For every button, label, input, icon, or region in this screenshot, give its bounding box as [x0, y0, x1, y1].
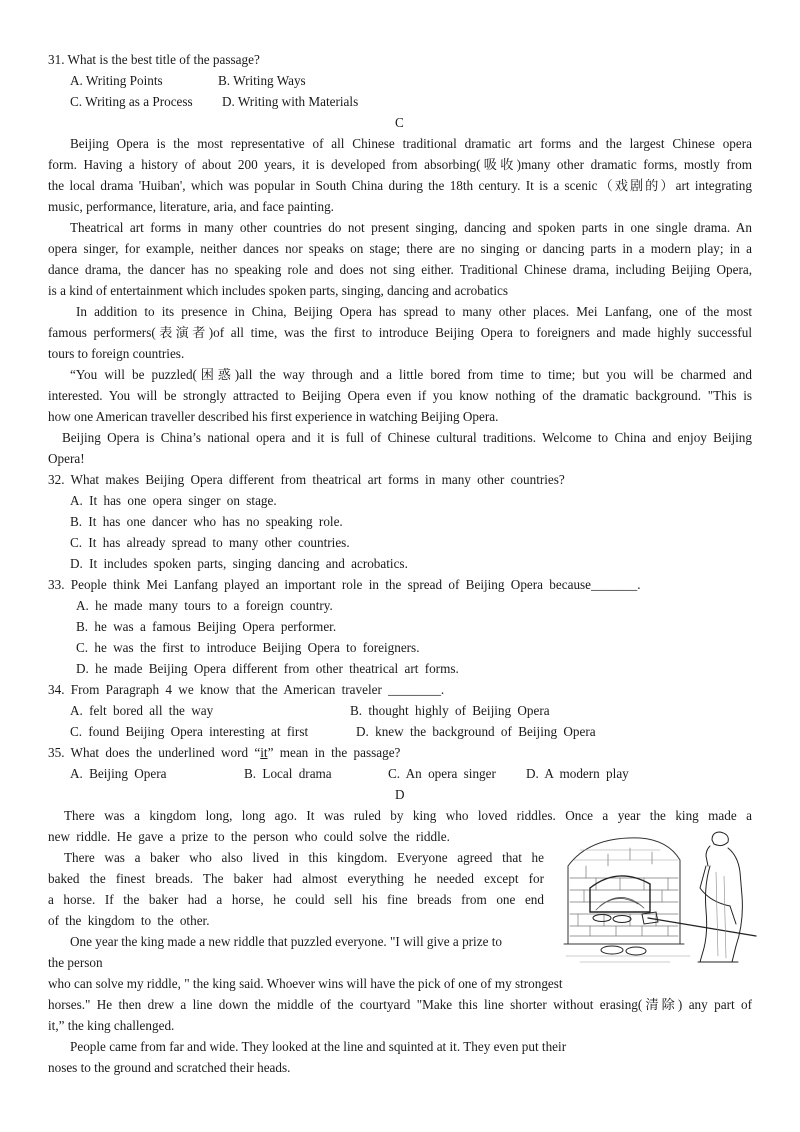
- q33-option-a: A. he made many tours to a foreign country.: [76, 598, 333, 613]
- q33-option-d: D. he made Beijing Opera different from other theatrical art forms.: [76, 661, 459, 676]
- q31-option-d: D. Writing with Materials: [222, 94, 359, 109]
- q33-option-b: B. he was a famous Beijing Opera performer.: [76, 619, 337, 634]
- section-d-heading: D: [395, 787, 405, 802]
- q34-option-b: B. thought highly of Beijing Opera: [350, 703, 550, 718]
- passage-c-p2-line: opera singer, for example, neither dances nor speaks on stage; there are no singing or dancing parts in a modern play; in a: [48, 241, 752, 256]
- passage-c-p3-line: tours to foreign countries.: [48, 346, 185, 361]
- q31-option-a: A. Writing Points: [70, 73, 163, 88]
- q35-stem: [48, 745, 400, 761]
- q34-option-d: D. knew the background of Beijing Opera: [356, 724, 596, 739]
- q35-option-a: A. Beijing Opera: [70, 766, 167, 781]
- q34-stem: 34. From Paragraph 4 we know that the American traveler ________.: [48, 682, 445, 697]
- passage-c-p2-line: is a kind of entertainment which includes spoken parts, singing, dancing and acrobatics: [48, 283, 508, 298]
- baker-oven-illustration: [560, 826, 760, 968]
- passage-c-p1-line: Beijing Opera is the most representative of all Chinese traditional dramatic art forms and the largest Chinese opera: [70, 136, 752, 151]
- q35-underlined-word: it: [260, 745, 268, 760]
- passage-d-p3-line: the person: [48, 955, 103, 970]
- passage-d-p1-line: There was a kingdom long, long ago. It was ruled by king who loved riddles. Once a year the king made a: [64, 808, 752, 823]
- q35-stem-after: ” mean in the passage?: [267, 745, 401, 760]
- q35-stem-before: 35. What does the underlined word “: [48, 745, 261, 760]
- passage-c-p5-line: Opera!: [48, 451, 85, 466]
- passage-c-p2-line: Theatrical art forms in many other countries do not present singing, dancing and spoken parts in one single drama. An: [70, 220, 752, 235]
- q35-option-d: D. A modern play: [526, 766, 629, 781]
- q32-option-a: A. It has one opera singer on stage.: [70, 493, 277, 508]
- section-c-heading: C: [395, 115, 404, 130]
- passage-c-p3-line: In addition to its presence in China, Beijing Opera has spread to many other places. Mei Lanfang, one of the most: [76, 304, 752, 319]
- passage-d-p2-line: of the kingdom to the other.: [48, 913, 210, 928]
- q33-option-c: C. he was the first to introduce Beijing Opera to foreigners.: [76, 640, 420, 655]
- passage-d-p1-line: new riddle. He gave a prize to the person who could solve the riddle.: [48, 829, 450, 844]
- passage-c-p2-line: dance drama, the dancer has no speaking role and does not sing either. Traditional Chinese drama, including Beijing Opera,: [48, 262, 752, 277]
- passage-d-p2-line: baked the finest breads. The baker had almost everything he needed except for: [48, 871, 544, 886]
- q32-option-c: C. It has already spread to many other countries.: [70, 535, 350, 550]
- q32-stem: 32. What makes Beijing Opera different from theatrical art forms in many other countries?: [48, 472, 565, 487]
- passage-c-p4-line: interested. You will be strongly attracted to Beijing Opera even if you know nothing of the dramatic background. "This is: [48, 388, 752, 403]
- q33-stem: 33. People think Mei Lanfang played an important role in the spread of Beijing Opera because_______.: [48, 577, 641, 592]
- passage-c-p4-line: how one American traveller described his first experience in watching Beijing Opera.: [48, 409, 499, 424]
- q31-stem: 31. What is the best title of the passage?: [48, 52, 260, 67]
- passage-c-p1-line: form. Having a history of about 200 years, it is developed from absorbing(吸收)many other dramatic forms, mostly from: [48, 157, 752, 172]
- passage-d-p3-line: horses." He then drew a line down the middle of the courtyard "Make this line shorter without erasing(清除) any part of: [48, 997, 752, 1012]
- q35-option-c: C. An opera singer: [388, 766, 496, 781]
- q31-option-b: B. Writing Ways: [218, 73, 306, 88]
- passage-d-p3-line: it,” the king challenged.: [48, 1018, 175, 1033]
- passage-c-p4-line: “You will be puzzled(困惑)all the way through and a little bored from time to time; but you will be charmed and: [70, 367, 752, 382]
- q31-option-c: C. Writing as a Process: [70, 94, 193, 109]
- q34-option-c: C. found Beijing Opera interesting at first: [70, 724, 309, 739]
- passage-d-p4-line: People came from far and wide. They looked at the line and squinted at it. They even put their: [70, 1039, 567, 1054]
- passage-d-p2-line: There was a baker who also lived in this kingdom. Everyone agreed that he: [64, 850, 544, 865]
- passage-c-p5-line: Beijing Opera is China’s national opera and it is full of Chinese cultural traditions. Welcome to China and enjoy Beijing: [62, 430, 752, 445]
- passage-d-p3-line: who can solve my riddle, " the king said. Whoever wins will have the pick of one of my strongest: [48, 976, 563, 991]
- passage-d-p3-line: One year the king made a new riddle that puzzled everyone. "I will give a prize to: [70, 934, 502, 949]
- passage-d-p2-line: a horse. If the baker had a horse, he could sell his fine breads from one end: [48, 892, 544, 907]
- q35-option-b: B. Local drama: [244, 766, 332, 781]
- passage-c-p1-line: the local drama 'Huiban', which was popular in South China during the 18th century. It is a scenic（戏剧的）art integrating: [48, 178, 752, 193]
- q34-option-a: A. felt bored all the way: [70, 703, 214, 718]
- passage-d-p4-line: noses to the ground and scratched their heads.: [48, 1060, 291, 1075]
- passage-c-p1-line: music, performance, literature, aria, and face painting.: [48, 199, 334, 214]
- q32-option-b: B. It has one dancer who has no speaking role.: [70, 514, 343, 529]
- q32-option-d: D. It includes spoken parts, singing dancing and acrobatics.: [70, 556, 408, 571]
- passage-c-p3-line: famous performers(表演者)of all time, was the first to introduce Beijing Opera to foreigners and made highly successful: [48, 325, 752, 340]
